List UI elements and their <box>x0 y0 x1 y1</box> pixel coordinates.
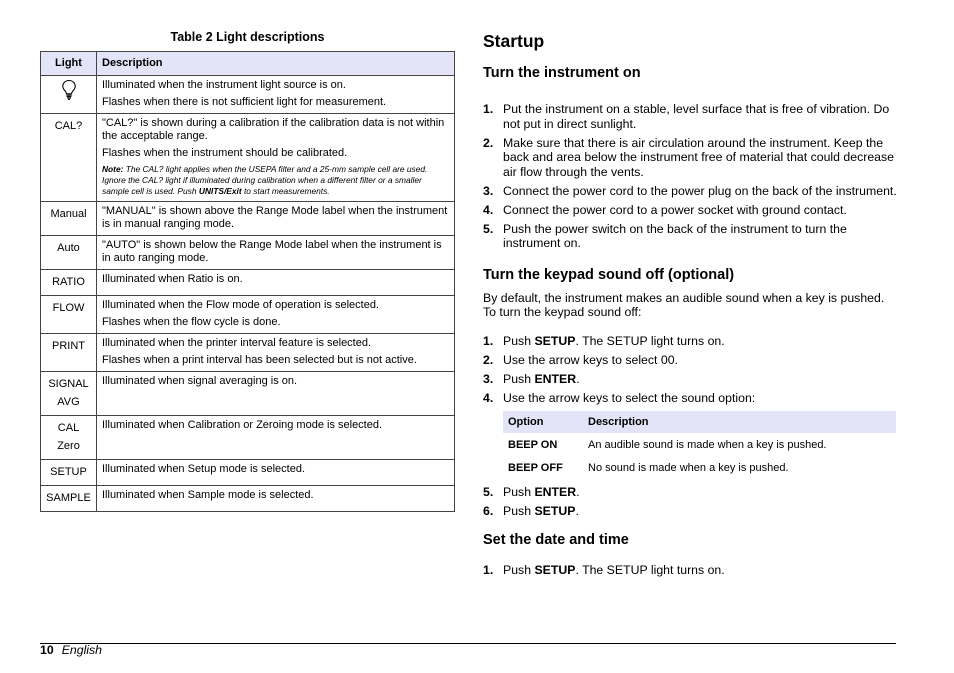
date-time-heading: Set the date and time <box>483 531 629 548</box>
step-number: 3. <box>483 183 494 198</box>
key-name: SETUP <box>534 333 576 348</box>
light-cell: SAMPLE <box>41 486 97 512</box>
note-key: UNITS/Exit <box>198 186 242 196</box>
description-line: Illuminated when signal averaging is on. <box>102 375 298 387</box>
footer-language: English <box>61 643 103 657</box>
step-number: 4. <box>483 390 494 405</box>
note-text: The CAL? light applies when the USEPA filter and a 25-mm sample cell are used. Ignore the CAL? light if illuminated during calibration when a different filter or a smaller sample cell is used. Push <box>102 164 428 196</box>
step-text: Put the instrument on a stable, level surface that is free of vibration. Do not put in direct sunlight. <box>503 102 890 131</box>
list-item <box>483 203 898 218</box>
page-number: 10 <box>40 643 54 657</box>
sound-options-table <box>503 411 896 479</box>
table-row <box>41 372 455 416</box>
header-description: Description <box>583 411 896 433</box>
step-number: 5. <box>483 485 494 499</box>
option-cell: BEEP OFF <box>508 461 563 474</box>
step-number: 6. <box>483 504 494 518</box>
description-line: Illuminated when Sample mode is selected. <box>102 489 314 501</box>
table-row <box>41 460 455 486</box>
step-text: Make sure that there is air circulation around the instrument. Keep the back and area below the instrument free of material that could decrease air flow through the vents. <box>503 135 894 179</box>
step-text: Use the arrow keys to select the sound option: <box>503 390 756 405</box>
table-header-row <box>503 411 896 433</box>
light-cell: SETUP <box>41 460 97 486</box>
step-number: 5. <box>483 221 494 236</box>
description-cell <box>97 270 455 296</box>
list-item <box>483 102 898 131</box>
description-line: "CAL?" is shown during a calibration if the calibration data is not within the acceptable range. <box>102 117 445 142</box>
table-caption: Table 2 Light descriptions <box>170 30 325 44</box>
step-text: . <box>576 485 580 499</box>
step-text: Use the arrow keys to select 00. <box>503 352 678 367</box>
turn-on-heading: Turn the instrument on <box>483 65 641 81</box>
table-row <box>41 202 455 236</box>
note-text: to start measurements. <box>241 186 330 196</box>
description-line: Illuminated when the instrument light source is on. <box>102 79 346 91</box>
description-cell <box>97 202 455 236</box>
step-number: 2. <box>483 352 494 367</box>
list-item <box>483 372 898 387</box>
table-row <box>41 334 455 372</box>
list-item <box>483 485 898 500</box>
table-row <box>503 433 896 456</box>
table-row <box>41 416 455 460</box>
page-footer <box>40 643 102 657</box>
lightbulb-icon <box>61 79 77 101</box>
turn-on-steps <box>483 102 898 251</box>
description-cell <box>97 372 455 416</box>
key-name: ENTER <box>534 485 577 499</box>
step-text: Push <box>503 504 535 518</box>
light-cell: PRINT <box>41 334 97 372</box>
section-title: Startup <box>483 31 545 51</box>
list-item <box>483 184 898 199</box>
description-line: Flashes when there is not sufficient light for measurement. <box>102 96 387 108</box>
keypad-steps <box>483 334 898 406</box>
step-number: 4. <box>483 202 494 217</box>
table-row <box>41 236 455 270</box>
list-item <box>483 391 898 406</box>
step-text: Push <box>503 562 535 577</box>
list-item <box>483 353 898 368</box>
description-line: Illuminated when Calibration or Zeroing mode is selected. <box>102 419 383 431</box>
light-cell <box>41 76 97 114</box>
option-description-cell: No sound is made when a key is pushed. <box>588 461 789 474</box>
header-option: Option <box>503 411 583 433</box>
description-line: Illuminated when the printer interval feature is selected. <box>102 337 372 349</box>
description-cell <box>97 76 455 114</box>
description-cell <box>97 486 455 512</box>
description-cell <box>97 460 455 486</box>
step-text: Push <box>503 485 535 499</box>
list-item <box>483 504 898 519</box>
list-item <box>483 563 898 578</box>
light-cell: CAL? <box>41 114 97 202</box>
step-text: . <box>575 504 579 518</box>
description-cell <box>97 416 455 460</box>
description-cell <box>97 236 455 270</box>
option-description-cell: An audible sound is made when a key is pushed. <box>588 438 827 451</box>
description-cell <box>97 334 455 372</box>
step-text: . The SETUP light turns on. <box>575 333 725 348</box>
option-cell: BEEP ON <box>508 438 558 451</box>
keypad-steps-continued <box>483 485 898 519</box>
description-line: Flashes when a print interval has been selected but is not active. <box>102 354 417 366</box>
description-line: "MANUAL" is shown above the Range Mode label when the instrument is in manual ranging mode. <box>102 205 448 230</box>
header-description: Description <box>97 52 455 76</box>
description-line: Illuminated when Setup mode is selected. <box>102 463 306 475</box>
light-label-line: CAL <box>57 422 80 434</box>
table-header-row <box>41 52 455 76</box>
light-label-line: Zero <box>57 440 80 452</box>
step-text: Push the power switch on the back of the instrument to turn the instrument on. <box>503 221 847 250</box>
light-descriptions-table <box>40 51 455 512</box>
light-label-line: SIGNAL <box>48 378 89 390</box>
description-cell <box>97 296 455 334</box>
description-line: Illuminated when the Flow mode of operation is selected. <box>102 299 379 311</box>
description-cell <box>97 114 455 202</box>
key-name: SETUP <box>534 504 576 518</box>
light-cell <box>41 372 97 416</box>
keypad-intro: By default, the instrument makes an audible sound when a key is pushed. To turn the keypad sound off: <box>483 290 885 319</box>
description-line: Flashes when the instrument should be calibrated. <box>102 147 348 159</box>
key-name: ENTER <box>534 371 577 386</box>
light-cell: FLOW <box>41 296 97 334</box>
description-line: Illuminated when Ratio is on. <box>102 273 243 285</box>
step-text: Push <box>503 371 535 386</box>
step-text: Push <box>503 333 535 348</box>
description-line: Flashes when the flow cycle is done. <box>102 316 281 328</box>
light-cell: Manual <box>41 202 97 236</box>
footer-rule <box>40 643 896 644</box>
list-item <box>483 334 898 349</box>
table-row <box>41 486 455 512</box>
keypad-sound-heading: Turn the keypad sound off (optional) <box>483 266 735 283</box>
list-item <box>483 222 898 251</box>
calibration-note <box>102 164 449 197</box>
light-cell <box>41 416 97 460</box>
light-label-line: AVG <box>57 396 80 408</box>
table-row <box>41 114 455 202</box>
light-descriptions-section <box>40 30 455 512</box>
step-number: 2. <box>483 135 494 150</box>
step-text: Connect the power cord to a power socket with ground contact. <box>503 202 847 217</box>
startup-section <box>483 30 898 582</box>
table-row <box>41 296 455 334</box>
header-light: Light <box>41 52 97 76</box>
date-time-steps <box>483 563 898 578</box>
step-text: . <box>576 371 580 386</box>
step-number: 1. <box>483 562 494 577</box>
table-row <box>41 76 455 114</box>
description-line: "AUTO" is shown below the Range Mode label when the instrument is in auto ranging mode. <box>102 239 442 264</box>
light-cell: RATIO <box>41 270 97 296</box>
step-text: Connect the power cord to the power plug on the back of the instrument. <box>503 183 897 198</box>
table-row <box>503 456 896 479</box>
list-item <box>483 136 898 180</box>
key-name: SETUP <box>534 562 576 577</box>
light-cell: Auto <box>41 236 97 270</box>
step-number: 3. <box>483 371 494 386</box>
step-text: . The SETUP light turns on. <box>575 562 725 577</box>
step-number: 1. <box>483 333 494 348</box>
note-label: Note: <box>102 164 124 174</box>
table-row <box>41 270 455 296</box>
step-number: 1. <box>483 102 494 116</box>
